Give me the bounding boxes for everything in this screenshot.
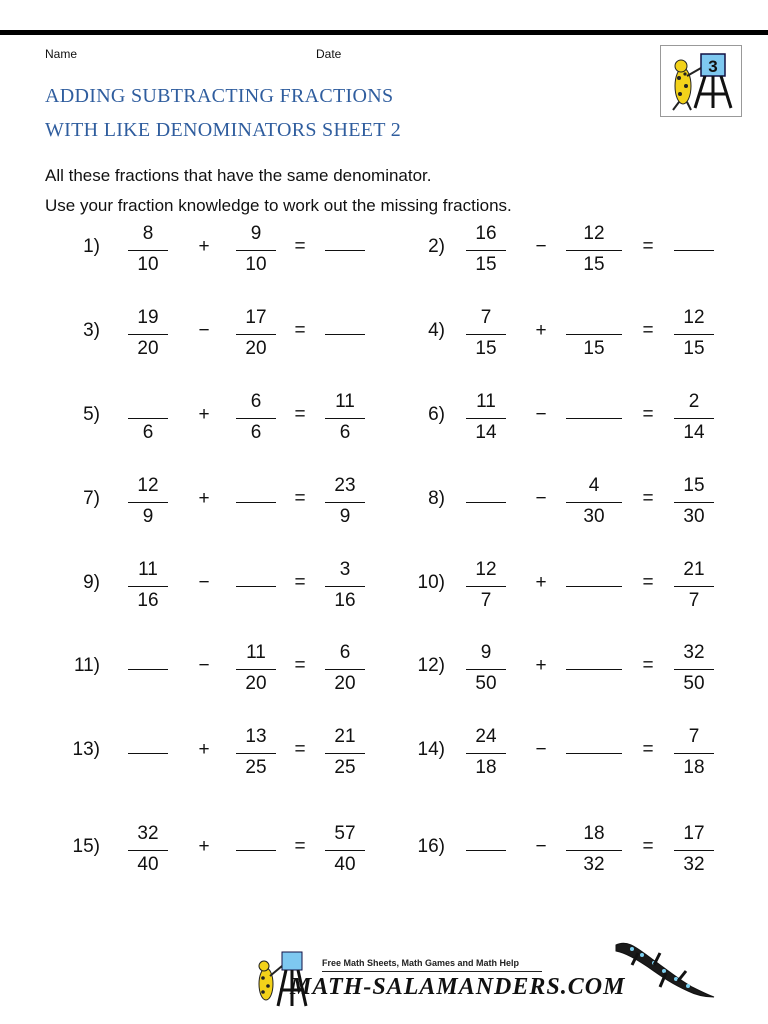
numerator: 7 [480,307,492,328]
fraction [236,725,276,785]
answer-blank[interactable] [236,586,276,587]
fraction [566,474,622,534]
denominator: 15 [583,254,605,275]
numerator: 16 [475,223,497,244]
numerator: 32 [683,642,705,663]
fraction-bar [128,250,168,251]
fraction-bar [128,586,168,587]
date-label: Date [316,47,342,61]
equals-sign: = [294,572,306,593]
numerator: 23 [334,475,356,496]
denominator: 40 [334,854,356,875]
fraction [236,222,276,282]
numerator: 17 [245,307,267,328]
denominator: 40 [137,854,159,875]
fraction-bar [566,850,622,851]
fraction [674,474,714,534]
numerator: 15 [683,475,705,496]
operator: − [535,739,547,760]
equals-sign: = [642,739,654,760]
numerator: 7 [688,726,700,747]
numerator: 8 [142,223,154,244]
equals-sign: = [294,236,306,257]
problem-number: 14) [417,739,445,760]
fraction [325,390,365,450]
answer-blank[interactable] [128,669,168,670]
answer-blank[interactable] [325,250,365,251]
problem-number: 5) [83,404,100,425]
numerator: 11 [246,642,266,663]
numerator: 12 [683,307,705,328]
fraction-bar [325,669,365,670]
denominator: 20 [334,673,356,694]
numerator: 18 [583,823,605,844]
equals-sign: = [294,488,306,509]
operator: + [535,320,547,341]
fraction [566,306,622,366]
operator: + [198,488,210,509]
numerator: 6 [339,642,351,663]
fraction-bar [566,502,622,503]
fraction-bar [674,850,714,851]
denominator: 20 [245,338,267,359]
equals-sign: = [642,572,654,593]
fraction [325,558,365,618]
denominator: 18 [683,757,705,778]
problem-number: 2) [428,236,445,257]
denominator: 16 [137,590,159,611]
denominator: 6 [142,422,154,443]
operator: − [198,655,210,676]
fraction-bar [128,502,168,503]
problem-number: 9) [83,572,100,593]
answer-blank[interactable] [566,418,622,419]
denominator: 14 [475,422,497,443]
denominator: 16 [334,590,356,611]
fraction-bar [674,669,714,670]
operator: − [535,236,547,257]
equals-sign: = [642,655,654,676]
denominator: 18 [475,757,497,778]
denominator: 15 [583,338,605,359]
numerator: 24 [475,726,497,747]
fraction [466,641,506,701]
equals-sign: = [642,320,654,341]
fraction [128,390,168,450]
fraction-bar [325,753,365,754]
denominator: 15 [475,338,497,359]
fraction [236,306,276,366]
footer-site-name: MATH-SALAMANDERS.COM [290,974,626,1000]
fraction [128,306,168,366]
fraction-bar [674,418,714,419]
operator: − [535,488,547,509]
numerator: 3 [339,559,351,580]
fraction-bar [466,250,506,251]
denominator: 25 [334,757,356,778]
fraction-bar [128,850,168,851]
denominator: 14 [683,422,705,443]
numerator: 12 [475,559,497,580]
fraction [236,641,276,701]
equals-sign: = [642,488,654,509]
fraction-bar [566,250,622,251]
operator: + [198,404,210,425]
grade-logo [660,45,742,117]
worksheet-title-line1: ADDING SUBTRACTING FRACTIONS [45,85,394,107]
equals-sign: = [642,404,654,425]
fraction [128,822,168,882]
fraction [466,306,506,366]
numerator: 4 [588,475,600,496]
fraction-bar [674,502,714,503]
operator: + [198,739,210,760]
operator: − [535,404,547,425]
numerator: 9 [480,642,492,663]
numerator: 12 [583,223,605,244]
numerator: 32 [137,823,159,844]
name-label: Name [45,47,78,61]
fraction [128,222,168,282]
fraction [325,725,365,785]
fraction [325,474,365,534]
problem-number: 8) [428,488,445,509]
fraction [674,725,714,785]
problem-number: 7) [83,488,100,509]
fraction-bar [325,502,365,503]
fraction-bar [566,334,622,335]
denominator: 30 [583,506,605,527]
problem-number: 4) [428,320,445,341]
numerator: 12 [137,475,159,496]
fraction [466,222,506,282]
top-rule [0,30,768,35]
answer-blank[interactable] [674,250,714,251]
denominator: 10 [245,254,267,275]
fraction-bar [236,250,276,251]
instruction-line1: All these fractions that have the same denominator. [45,166,432,185]
footer-tagline: Free Math Sheets, Math Games and Math Help [322,958,520,968]
answer-blank[interactable] [325,334,365,335]
equals-sign: = [294,836,306,857]
salamander-grade-icon [661,46,741,116]
fraction [674,390,714,450]
fraction-bar [674,753,714,754]
fraction-bar [128,334,168,335]
answer-blank[interactable] [236,502,276,503]
fraction-bar [674,334,714,335]
operator: + [535,572,547,593]
denominator: 9 [142,506,154,527]
problem-number: 10) [417,572,445,593]
problem-number: 3) [83,320,100,341]
fraction [466,390,506,450]
numerator: 11 [138,559,158,580]
denominator: 6 [339,422,351,443]
numerator: 57 [334,823,356,844]
problem-number: 6) [428,404,445,425]
fraction [674,558,714,618]
fraction [674,641,714,701]
numerator: 2 [688,391,700,412]
fraction-bar [325,418,365,419]
fraction [466,558,506,618]
grade-number: 3 [708,57,718,76]
denominator: 7 [688,590,700,611]
fraction [128,558,168,618]
numerator: 21 [334,726,356,747]
operator: − [198,572,210,593]
answer-blank[interactable] [466,502,506,503]
denominator: 7 [480,590,492,611]
fraction [566,222,622,282]
problem-number: 11) [73,655,100,676]
fraction [466,725,506,785]
problem-number: 16) [417,836,445,857]
denominator: 15 [683,338,705,359]
operator: + [198,836,210,857]
denominator: 50 [475,673,497,694]
numerator: 13 [245,726,267,747]
fraction-bar [325,586,365,587]
numerator: 11 [335,391,355,412]
worksheet-title-line2: WITH LIKE DENOMINATORS SHEET 2 [45,119,402,141]
fraction [325,641,365,701]
equals-sign: = [642,236,654,257]
numerator: 11 [476,391,496,412]
fraction-bar [466,418,506,419]
numerator: 17 [683,823,705,844]
numerator: 6 [250,391,262,412]
numerator: 9 [250,223,262,244]
fraction [566,822,622,882]
fraction-bar [236,669,276,670]
operator: + [535,655,547,676]
equals-sign: = [294,739,306,760]
denominator: 30 [683,506,705,527]
problem-number: 1) [83,236,100,257]
fraction-bar [466,753,506,754]
problem-number: 15) [72,836,100,857]
operator: + [198,236,210,257]
fraction-bar [325,850,365,851]
answer-blank[interactable] [566,669,622,670]
equals-sign: = [642,836,654,857]
salamander-icon [608,935,718,1005]
fraction-bar [466,586,506,587]
equals-sign: = [294,320,306,341]
numerator: 19 [137,307,159,328]
answer-blank[interactable] [566,753,622,754]
fraction [128,474,168,534]
fraction-bar [236,418,276,419]
fraction-bar [236,334,276,335]
problem-number: 12) [417,655,445,676]
fraction-bar [466,669,506,670]
denominator: 20 [245,673,267,694]
denominator: 15 [475,254,497,275]
denominator: 25 [245,757,267,778]
instruction-line2: Use your fraction knowledge to work out the missing fractions. [45,196,512,215]
operator: − [535,836,547,857]
answer-blank[interactable] [128,753,168,754]
denominator: 32 [683,854,705,875]
denominator: 6 [250,422,262,443]
answer-blank[interactable] [566,586,622,587]
fraction-bar [128,418,168,419]
answer-blank[interactable] [236,850,276,851]
fraction [236,390,276,450]
answer-blank[interactable] [466,850,506,851]
denominator: 32 [583,854,605,875]
fraction-bar [236,753,276,754]
equals-sign: = [294,655,306,676]
denominator: 10 [137,254,159,275]
problem-number: 13) [72,739,100,760]
footer-rule [322,971,542,972]
fraction-bar [466,334,506,335]
denominator: 50 [683,673,705,694]
fraction [325,822,365,882]
numerator: 21 [683,559,705,580]
fraction-bar [674,586,714,587]
equals-sign: = [294,404,306,425]
fraction [674,306,714,366]
denominator: 20 [137,338,159,359]
fraction [674,822,714,882]
operator: − [198,320,210,341]
denominator: 9 [339,506,351,527]
